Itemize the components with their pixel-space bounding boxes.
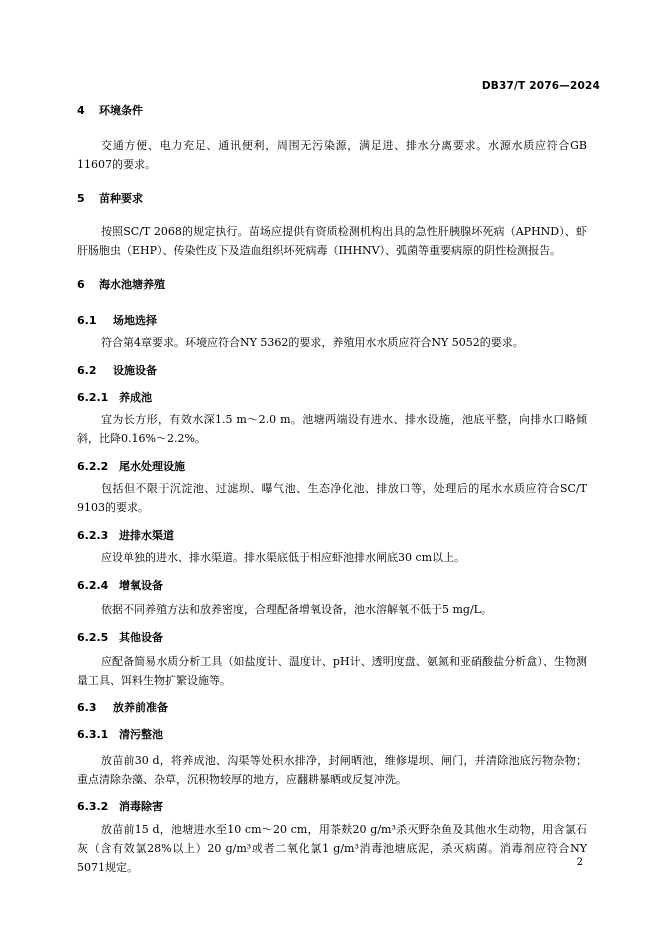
section-number: 6.3.1 (77, 728, 109, 741)
section-title: 场地选择 (113, 314, 157, 327)
section-number: 6.2.5 (77, 631, 109, 644)
section-heading-6-1 (77, 312, 157, 328)
paragraph-other-equipment: 应配备简易水质分析工具（如盐度计、温度计、pH计、透明度盘、氨氮和亚硝酸盐分析盒）、生物测量工具、饵料生物扩繁设施等。 (77, 655, 587, 687)
paragraph-environment: 交通方便、电力充足、通讯便利，周围无污染源，满足进、排水分离要求。水源水质应符合GB 11607的要求。 (77, 139, 587, 171)
section-title: 放养前准备 (113, 701, 168, 714)
paragraph-pond-cleaning: 放苗前30 d，将养成池、沟渠等处积水排净，封闸晒池，维修堤坝、闸门，并清除池底污物杂物；重点清除杂藻、杂草，沉积物较厚的地方，应翻耕暴晒或反复冲洗。 (77, 754, 587, 786)
paragraph-site-selection: 符合第4章要求。环境应符合NY 5362的要求，养殖用水水质应符合NY 5052的要求。 (101, 336, 524, 349)
section-heading-6 (77, 276, 165, 292)
section-heading-6-3-1 (77, 726, 163, 742)
page-number: 2 (576, 857, 583, 868)
section-number: 6.1 (77, 314, 97, 327)
section-title: 海水池塘养殖 (99, 278, 165, 291)
paragraph-grow-out-pond: 宜为长方形，有效水深1.5 m～2.0 m。池塘两端设有进水、排水设施，池底平整，向排水口略倾斜，比降0.16%～2.2%。 (77, 413, 587, 445)
paragraph-oxygen-equipment: 依据不同养殖方法和放养密度，合理配备增氧设备，池水溶解氧不低于5 mg/L。 (101, 603, 492, 616)
section-title: 设施设备 (113, 364, 157, 377)
section-heading-4 (77, 102, 143, 118)
section-heading-6-2-1 (77, 389, 152, 405)
section-heading-6-2-4 (77, 577, 163, 593)
paragraph-tail-water: 包括但不限于沉淀池、过滤坝、曝气池、生态净化池、排放口等，处理后的尾水水质应符合SC/T 9103的要求。 (77, 482, 587, 514)
section-number: 5 (77, 192, 85, 205)
section-number: 6.2.1 (77, 391, 109, 404)
section-heading-6-2-3 (77, 527, 174, 543)
paragraph-seed-requirements: 按照SC/T 2068的规定执行。苗场应提供有资质检测机构出具的急性肝胰腺坏死病（APHND）、虾肝肠胞虫（EHP）、传染性皮下及造血组织坏死病毒（IHHNV）、弧菌等重要病原的阴性检测报告。 (77, 225, 587, 257)
section-title: 清污整池 (119, 728, 163, 741)
section-heading-6-2-2 (77, 458, 185, 474)
section-heading-6-3 (77, 699, 168, 715)
section-number: 6.2.3 (77, 529, 109, 542)
section-number: 6.3 (77, 701, 97, 714)
section-title: 进排水渠道 (119, 529, 174, 542)
document-code: DB37/T 2076—2024 (481, 80, 600, 92)
section-number: 6.3.2 (77, 800, 109, 813)
section-title: 尾水处理设施 (119, 460, 185, 473)
section-heading-6-3-2 (77, 798, 163, 814)
section-number: 6.2.4 (77, 579, 109, 592)
section-title: 环境条件 (99, 104, 143, 117)
section-number: 6.2.2 (77, 460, 109, 473)
section-title: 苗种要求 (99, 192, 143, 205)
section-title: 其他设备 (119, 631, 163, 644)
section-number: 4 (77, 104, 85, 117)
paragraph-disinfection: 放苗前15 d，池塘进水至10 cm～20 cm，用茶麸20 g/m³杀灭野杂鱼及其他水生动物，用含氯石灰（含有效氯28%以上）20 g/m³或者二氧化氯1 g/m³消毒池塘底泥，杀灭病菌。消毒剂应符合NY 5071规定。 (77, 823, 587, 874)
section-title: 增氧设备 (119, 579, 163, 592)
section-title: 养成池 (119, 391, 152, 404)
section-title: 消毒除害 (119, 800, 163, 813)
section-heading-6-2 (77, 362, 157, 378)
section-heading-5 (77, 190, 143, 206)
section-number: 6 (77, 278, 85, 291)
section-number: 6.2 (77, 364, 97, 377)
section-heading-6-2-5 (77, 629, 163, 645)
paragraph-water-channel: 应设单独的进水、排水渠道。排水渠底低于相应虾池排水闸底30 cm以上。 (101, 551, 466, 564)
